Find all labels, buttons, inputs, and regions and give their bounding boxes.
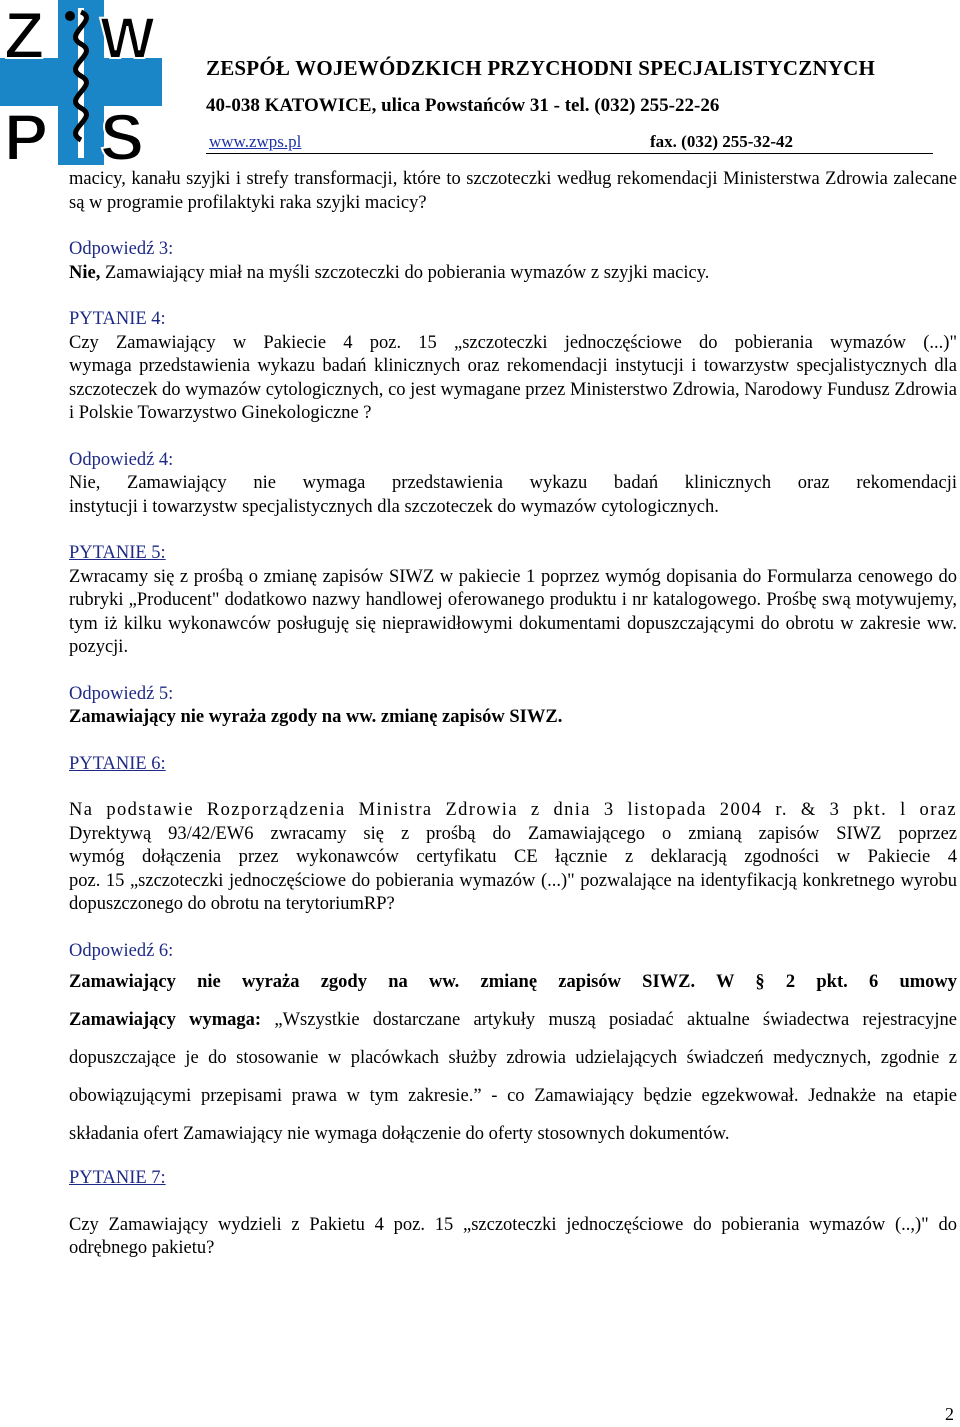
header-address: 40-038 KATOWICE, ulica Powstańców 31 - tel. (032) 255-22-26 <box>206 95 720 116</box>
answer-6-label: Odpowiedź 6: <box>69 940 174 961</box>
question-6-text: poz. 15 „szczoteczki jednoczęściowe do pobierania wymazów (...)" pozwalające na identyfikacją konkretnego wyrobu dopuszczonego do obrotu na terytoriumRP? <box>69 870 957 914</box>
answer-6-text: Zamawiający wymaga: „Wszystkie dostarczane artykuły muszą posiadać aktualne świadectwa rejestracyjne dopuszczające je do stosowanie w placówkach służby zdrowia udzielających świadczeń medycznych, zgodnie z obowiązującymi przepisami prawa w tym zakresie.” - co Zamawiający będzie egzekwował. Jednakże na etapie składania ofert Zamawiający nie wymaga dołączenie do oferty stosownych dokumentów. <box>69 1010 957 1144</box>
answer-3-text: Nie, Zamawiający miał na myśli szczoteczki do pobierania wymazów z szyjki macicy. <box>69 262 710 283</box>
question-4-label: PYTANIE 4: <box>69 309 166 329</box>
document-body <box>69 168 957 1261</box>
page-number: 2 <box>945 1404 954 1424</box>
question-4-text: wymaga przedstawienia wykazu badań klinicznych oraz rekomendacji instytucji i towarzystw specjalistycznych dla szczoteczek do wymazów cytologicznych, co jest wymagane przez Ministerstwo Zdrowia, Narodowy Fundusz Zdrowia i Polskie Towarzystwo Ginekologiczne ? <box>69 356 957 423</box>
question-6-label: PYTANIE 6: <box>69 753 166 774</box>
answer-5-text: Zamawiający nie wyraża zgody na ww. zmianę zapisów SIWZ. <box>69 707 563 727</box>
header-fax: fax. (032) 255-32-42 <box>650 132 794 151</box>
header-website-row <box>209 132 301 152</box>
answer-3-label: Odpowiedź 3: <box>69 239 174 259</box>
answer-4-first-line: Nie, Zamawiający nie wymaga przedstawienia wykazu badań klinicznych oraz rekomendacji <box>69 473 957 493</box>
intro-paragraph: macicy, kanału szyjki i strefy transformacji, które to szczoteczki według rekomendacji Ministerstwa Zdrowia zalecane są w programie profilaktyki raka szyjki macicy? <box>69 169 957 213</box>
question-4-first-line: Czy Zamawiający w Pakiecie 4 poz. 15 „szczoteczki jednoczęściowe do pobierania wymazów (...)" <box>69 332 957 353</box>
website-link[interactable]: www.zwps.pl <box>209 132 302 151</box>
question-6-line-3: wymóg dołączenia przez wykonawców certyfikatu CE łącznie z deklaracją zgodności w Pakiecie 4 <box>69 847 957 867</box>
logo-letter-p: P <box>4 100 49 165</box>
question-6-first-line: Na podstawie Rozporządzenia Ministra Zdrowia z dnia 3 listopada 2004 r. & 3 pkt. l oraz <box>69 800 957 820</box>
answer-4-text: instytucji i towarzystw specjalistycznych dla szczoteczek do wymazów cytologicznych. <box>69 496 719 517</box>
header-divider <box>206 153 933 154</box>
answer-6-bold-line: Zamawiający nie wyraża zgody na ww. zmianę zapisów SIWZ. W § 2 pkt. 6 umowy <box>69 972 957 992</box>
question-7-label: PYTANIE 7: <box>69 1168 166 1188</box>
zwps-logo <box>0 0 162 165</box>
header-organization-name: ZESPÓŁ WOJEWÓDZKICH PRZYCHODNI SPECJALISTYCZNYCH <box>206 56 876 80</box>
question-5-label: PYTANIE 5: <box>69 543 166 563</box>
question-7-text: Czy Zamawiający wydzieli z Pakietu 4 poz. 15 „szczoteczki jednoczęściowe do pobierania wymazów (..,)" do odrębnego pakietu? <box>69 1214 957 1258</box>
logo-letter-s: S <box>100 100 145 165</box>
logo-letter-w: W <box>100 6 155 71</box>
logo-letter-z: Z <box>4 0 45 72</box>
question-6-line-2: Dyrektywą 93/42/EW6 zwracamy się z prośbą do Zamawiającego o zmianą zapisów SIWZ poprzez <box>69 823 957 844</box>
answer-5-label: Odpowiedź 5: <box>69 683 174 704</box>
question-5-text: Zwracamy się z prośbą o zmianę zapisów SIWZ w pakiecie 1 poprzez wymóg dopisania do Formularza cenowego do rubryki „Producent" dodatkowo nazwy handlowej oferowanego produktu i nr katalogowego. Prośbę swą motywujemy, tym iż kilku wykonawców posługuję się nieprawidłowymi dokumentami dopuszczającymi do obrotu w zakresie ww. pozycji. <box>69 566 957 657</box>
answer-4-label: Odpowiedź 4: <box>69 449 174 470</box>
